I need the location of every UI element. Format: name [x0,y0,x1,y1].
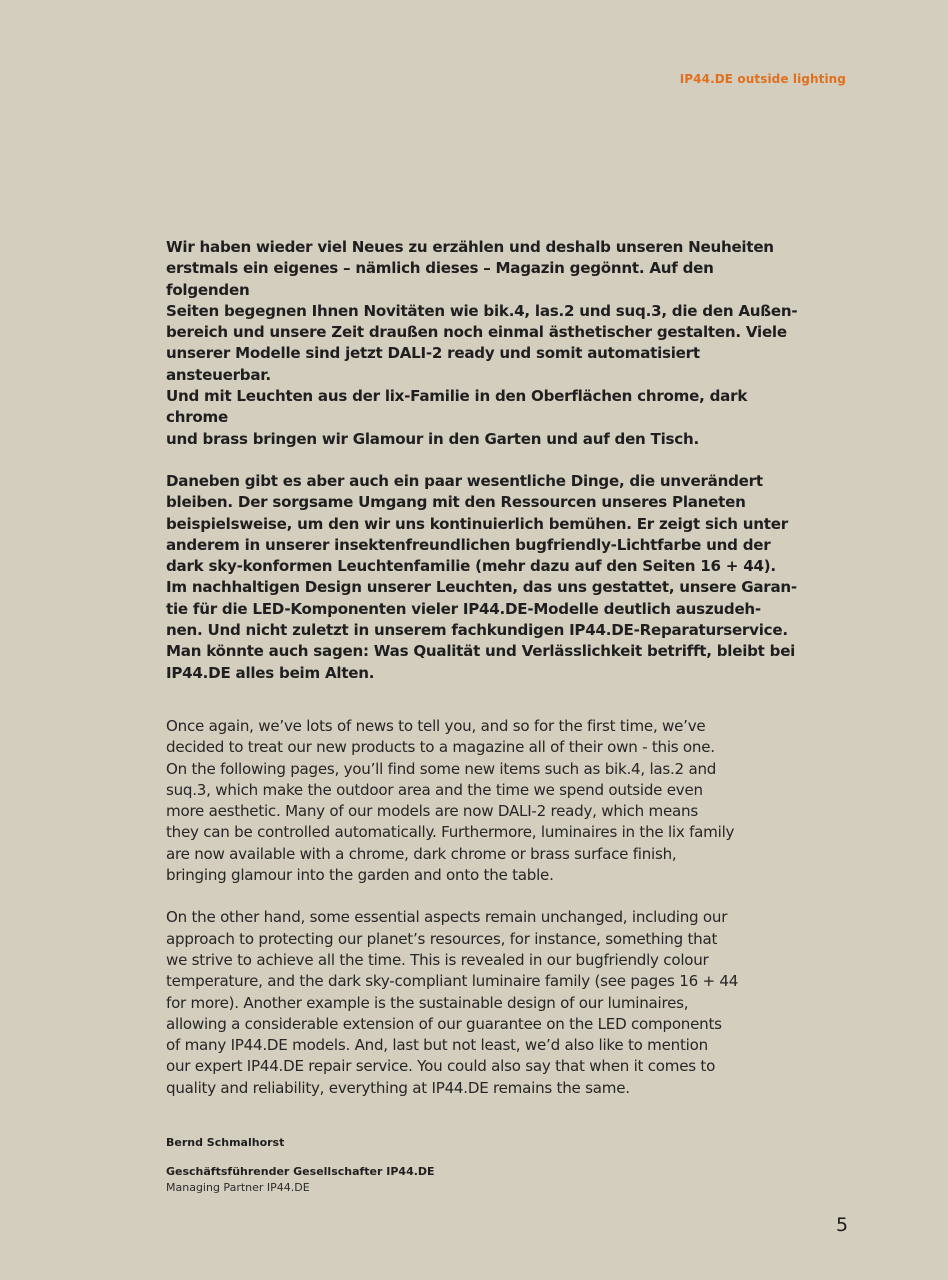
signature-block [166,1136,798,1194]
german-paragraph-1: Wir haben wieder viel Neues zu erzählen und deshalb unseren Neuheiten erstmals ein eigenes – nämlich dieses – Magazin gegönnt. Auf den folgenden Seiten begegnen Ihnen Novitäten wie bik.4, las.2 und suq.3, die den Außen- bereich und unsere Zeit draußen noch einmal ästhetischer gestalten. Viele unserer Modelle sind jetzt DALI-2 ready und somit automatisiert ansteuerbar. Und mit Leuchten aus der lix-Familie in den Oberflächen chrome, dark chrome und brass bringen wir Glamour in den Garten und auf den Tisch. [166,238,798,448]
header-tag: IP44.DE outside lighting [679,72,846,86]
signature-title-en: Managing Partner IP44.DE [166,1180,310,1194]
editorial-body [166,237,798,1194]
page-number: 5 [836,1214,849,1236]
signature-name: Bernd Schmalhorst [166,1135,285,1149]
english-paragraph-2: On the other hand, some essential aspects remain unchanged, including our approach to protecting our planet’s resources, for instance, something that we strive to achieve all the time. This is revealed in our bugfriendly colour temperature, and the dark sky-compliant luminaire family (see pages 16 + 44 for more). Another example is the sustainable design of our luminaires, allowing a considerable extension of our guarantee on the LED components of many IP44.DE models. And, last but not least, we’d also like to mention our expert IP44.DE repair service. You could also say that when it comes to quality and reliability, everything at IP44.DE remains the same. [166,908,739,1097]
english-paragraph-1: Once again, we’ve lots of news to tell you, and so for the first time, we’ve decided to treat our new products to a magazine all of their own - this one. On the following pages, you’ll find some new items such as bik.4, las.2 and suq.3, which make the outdoor area and the time we spend outside even more aesthetic. Many of our models are now DALI-2 ready, which means they can be controlled automatically. Furthermore, luminaires in the lix family are now available with a chrome, dark chrome or brass surface finish, bringing glamour into the garden and onto the table. [166,716,735,885]
signature-title-de: Geschäftsführender Gesellschafter IP44.DE [166,1164,435,1178]
german-paragraph-2: Daneben gibt es aber auch ein paar wesentliche Dinge, die unverändert bleiben. Der sorgsame Umgang mit den Ressourcen unseres Planeten beispielsweise, um den wir uns kontinuierlich bemühen. Er zeigt sich unter anderem in unserer insektenfreundlichen bugfriendly-Lichtfarbe und der dark sky-konformen Leuchtenfamilie (mehr dazu auf den Seiten 16 + 44). Im nachhaltigen Design unserer Leuchten, das uns gestattet, unsere Garan- tie für die LED-Komponenten vieler IP44.DE-Modelle deutlich auszudeh- nen. Und nicht zuletzt in unserem fachkundigen IP44.DE-Reparaturservice. Man könnte auch sagen: Was Qualität und Verlässlichkeit betrifft, bleibt bei IP44.DE alles beim Alten. [166,471,797,682]
